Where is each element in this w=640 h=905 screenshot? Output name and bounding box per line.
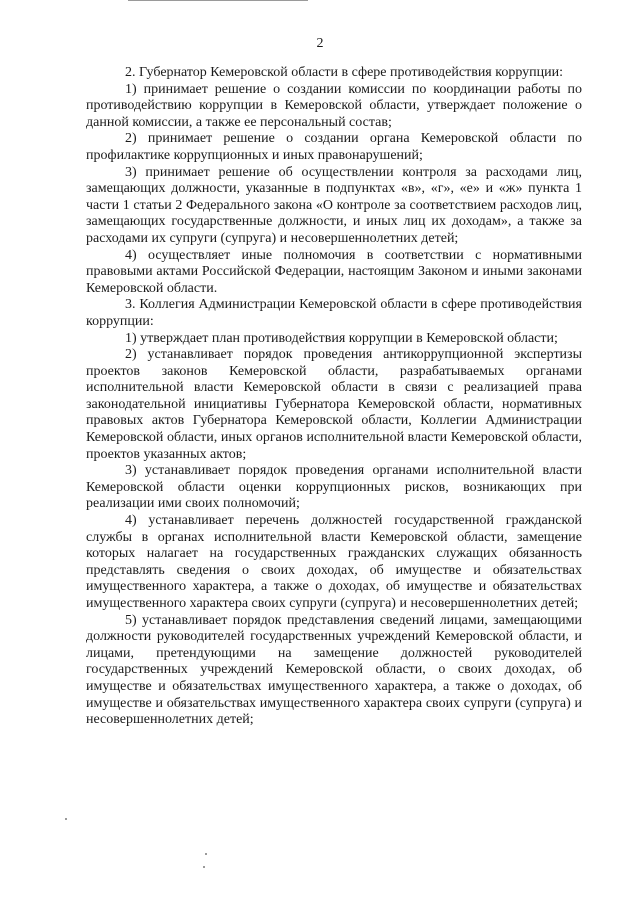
scan-edge-mark <box>128 0 308 1</box>
paragraph-governor-item-4: 4) осуществляет иные полномочия в соответствии с нормативными правовыми актами Российской Федерации, настоящим Законом и иными законами Кемеровской области. <box>86 247 582 296</box>
document-body <box>86 65 582 729</box>
paragraph-collegium-heading: 3. Коллегия Администрации Кемеровской области в сфере противодействия коррупции: <box>86 297 582 329</box>
scan-dot <box>203 866 205 868</box>
paragraph-collegium-item-5: 5) устанавливает порядок представления сведений лицами, замещающими должности руководителей государственных учреждений Кемеровской области, и лицами, претендующими на замещение должностей руководителей государственных учреждений Кемеровской области, о своих доходах, об имуществе и обязательствах имущественного характера, а также о доходах, об имуществе и обязательствах имущественного характера своих супруги (супруга) и несовершеннолетних детей; <box>86 612 582 728</box>
page-number: 2 <box>316 36 324 51</box>
scan-dot <box>65 818 67 820</box>
paragraph-collegium-item-2: 2) устанавливает порядок проведения антикоррупционной экспертизы проектов законов Кемеровской области, разрабатываемых органами исполнительной власти Кемеровской области в связи с реализацией права законодательной инициативы Губернатора Кемеровской области, нормативных правовых актов Губернатора Кемеровской области, Коллегии Администрации Кемеровской области, иных органов исполнительной власти Кемеровской области, проектов указанных актов; <box>86 347 582 462</box>
paragraph-governor-heading: 2. Губернатор Кемеровской области в сфере противодействия коррупции: <box>125 65 564 80</box>
paragraph-governor-item-2: 2) принимает решение о создании органа Кемеровской области по профилактике коррупционных и иных правонарушений; <box>86 131 582 163</box>
scan-dot <box>205 853 207 855</box>
paragraph-collegium-item-1: 1) утверждает план противодействия коррупции в Кемеровской области; <box>125 330 558 346</box>
paragraph-governor-item-1: 1) принимает решение о создании комиссии по координации работы по противодействию коррупции в Кемеровской области, утверждает положение о данной комиссии, а также ее персональный состав; <box>86 81 582 130</box>
paragraph-collegium-item-4: 4) устанавливает перечень должностей государственной гражданской службы в органах исполнительной власти Кемеровской области, замещение которых налагает на государственных гражданских служащих обязанность представлять сведения о своих доходах, об имуществе и обязательствах имущественного характера, а также о доходах, об имуществе и обязательствах имущественного характера своих супруги (супруга) и несовершеннолетних детей; <box>86 513 582 611</box>
paragraph-governor-item-3: 3) принимает решение об осуществлении контроля за расходами лиц, замещающих должности, указанные в подпунктах «в», «г», «е» и «ж» пункта 1 части 1 статьи 2 Федерального закона «О контроле за соответствием расходов лиц, замещающих государственные должности, и иных лиц их доходам», а также за расходами их супруги (супруга) и несовершеннолетних детей; <box>86 164 582 246</box>
paragraph-collegium-item-3: 3) устанавливает порядок проведения органами исполнительной власти Кемеровской области оценки коррупционных рисков, возникающих при реализации ими своих полномочий; <box>86 463 582 512</box>
